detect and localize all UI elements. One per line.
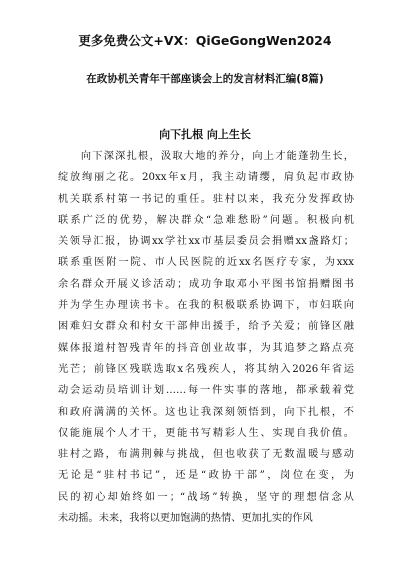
text-line: 困难妇女群众和村女干部伸出援手，给予关爱；前锋区融 (58, 321, 354, 333)
text-line: 余名群众开展义诊活动；成功争取邓小平图书馆捐赠图书 (58, 278, 354, 290)
text-line: 民的初心却始终如一；“战场”转换，坚守的理想信念从 (58, 491, 354, 503)
body-paragraph (58, 146, 354, 529)
text-line: 绽放绚丽之花。20xx年x月，我主动请缨，肩负起市政协 (58, 172, 354, 184)
document-title: 在政协机关青年干部座谈会上的发言材料汇编(8篇) (86, 73, 324, 85)
text-line: 光芒；前锋区残联选取x名残疾人，将其纳入2026年省运 (58, 363, 354, 375)
text-line: 无论是“驻村书记”，还是“政协干部”，岗位在变，为 (58, 470, 354, 482)
text-line: 联系广泛的优势，解决群众“急难愁盼”问题。积极向机 (58, 214, 354, 226)
section-title: 向下扎根 向上生长 (159, 128, 251, 141)
text-line: 和政府满满的关怀。这也让我深刻领悟到，向下扎根，不 (58, 406, 354, 418)
text-line: 联系重医附一院、市人民医院的近xx名医疗专家，为xxx (58, 257, 354, 269)
text-line: 驻村之路，布满荆棘与挑战，但也收获了无数温暖与感动 (58, 449, 354, 461)
promo-header: 更多免费公文+VX：QiGeGongWen2024 (78, 33, 332, 48)
text-line: 动会运动员培训计划……每一件实事的落地，都承载着党 (58, 385, 354, 397)
text-line: 未动摇。未来，我将以更加饱满的热情、更加扎实的作风 (58, 513, 313, 525)
text-line: 媒体报道村智残青年的抖音创业故事，为其追梦之路点亮 (58, 342, 354, 354)
text-line: 关领导汇报，协调xx学社xx市基层委员会捐赠xx盏路灯； (58, 236, 354, 248)
text-line: 机关联系村第一书记的重任。驻村以来，我充分发挥政协 (58, 193, 354, 205)
text-line: 并为学生办理读书卡。在我的积极联系协调下，市妇联向 (58, 300, 354, 312)
text-line: 仅能施展个人才干，更能书写精彩人生、实现自我价值。 (58, 427, 354, 439)
text-line: 向下深深扎根，汲取大地的养分，向上才能蓬勃生长， (58, 151, 354, 162)
